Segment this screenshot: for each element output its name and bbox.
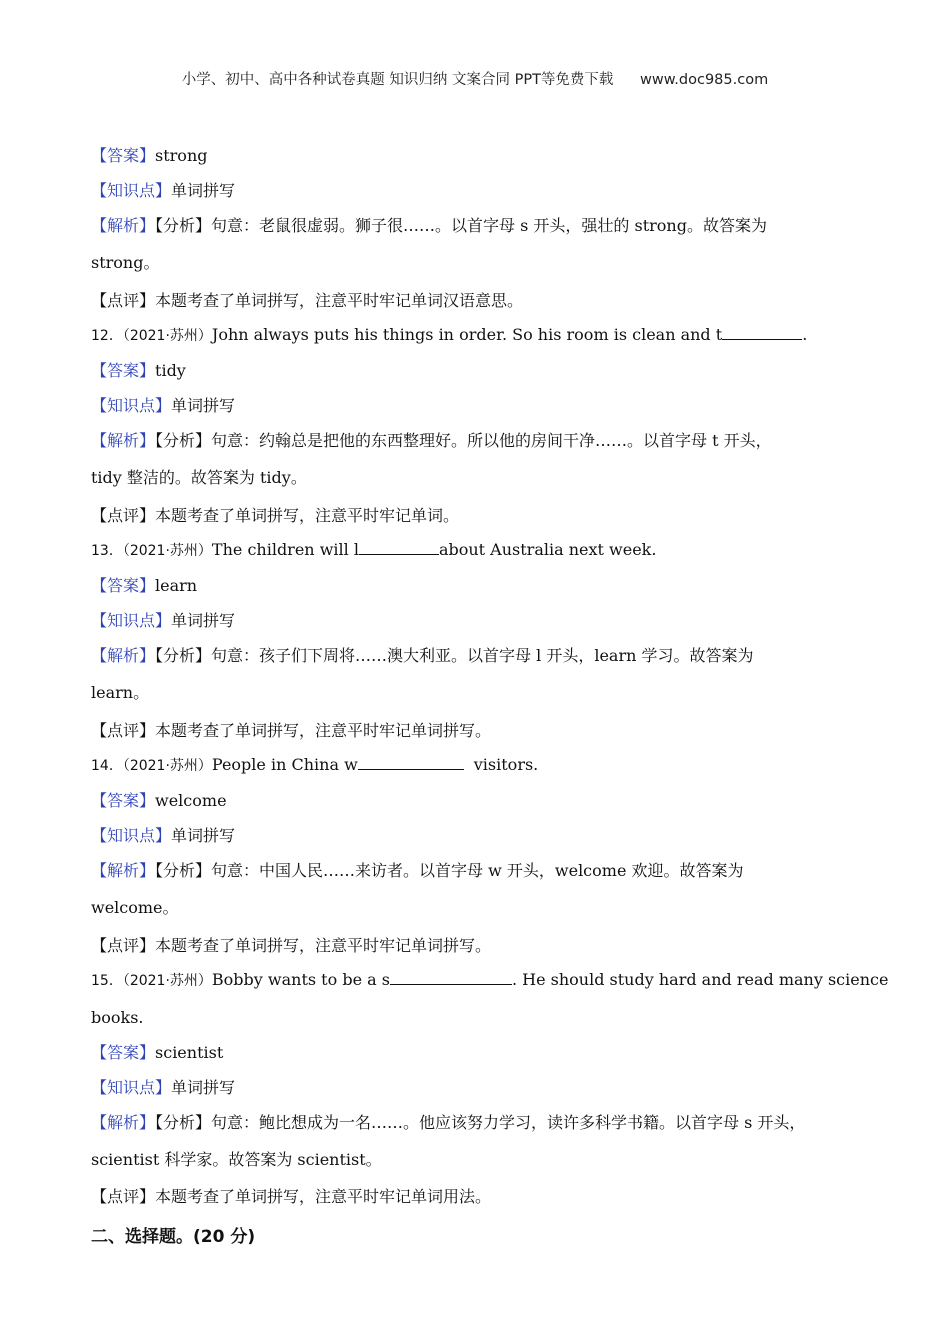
- labels-answer: 【答案】: [91, 146, 156, 165]
- q14-blank: [358, 755, 464, 770]
- q14-answer: [91, 791, 227, 811]
- q15-knowledge: 单词拼写: [171, 1078, 236, 1097]
- q13-analysis-1: 句意：孩子们下周将……澳大利亚。以首字母 l 开头，learn 学习。故答案为: [211, 646, 754, 665]
- labels-comment: 【点评】: [91, 721, 156, 740]
- q15-question: [91, 970, 888, 991]
- q12-knowledge: 单词拼写: [171, 396, 236, 415]
- q15-answer: scientist: [155, 1043, 224, 1062]
- q14-before: People in China w: [211, 755, 358, 774]
- labels-comment: 【点评】: [91, 506, 156, 525]
- q13-comment: 本题考查了单词拼写，注意平时牢记单词拼写。: [155, 721, 492, 740]
- q11-analysis-cont: strong。: [91, 253, 160, 272]
- q15-comment: 本题考查了单词拼写，注意平时牢记单词用法。: [155, 1187, 492, 1206]
- header-title: 小学、初中、高中各种试卷真题 知识归纳 文案合同 PPT等免费下载: [181, 72, 614, 88]
- q14-after: visitors.: [473, 755, 539, 774]
- q11-knowledge: 单词拼写: [171, 181, 236, 200]
- q13-before: The children will l: [211, 540, 359, 559]
- q13-question: [91, 540, 656, 561]
- labels-knowledge: 【知识点】: [91, 1078, 172, 1097]
- labels-fenxi: 【分析】: [155, 431, 212, 450]
- q14-comment: 本题考查了单词拼写，注意平时牢记单词拼写。: [155, 936, 492, 955]
- header-url[interactable]: www.doc985.com: [640, 72, 769, 88]
- q14-answer: welcome: [155, 791, 227, 810]
- q11-knowledge: [91, 181, 235, 201]
- labels-analysis: 【解析】: [91, 431, 156, 450]
- q11-analysis: [91, 216, 767, 236]
- q15-after: . He should study hard and read many science: [511, 970, 889, 989]
- labels-knowledge: 【知识点】: [91, 181, 172, 200]
- labels-analysis: 【解析】: [91, 1113, 156, 1132]
- labels-fenxi: 【分析】: [155, 216, 212, 235]
- q13-knowledge: [91, 611, 235, 631]
- q15-comment: [91, 1187, 491, 1207]
- q14-number: 14．（2021·苏州）: [91, 758, 212, 774]
- q15-question-cont: books.: [91, 1008, 144, 1027]
- q11-comment: 本题考查了单词拼写，注意平时牢记单词汉语意思。: [155, 291, 524, 310]
- q15-analysis-cont: scientist 科学家。故答案为 scientist。: [91, 1150, 382, 1169]
- labels-answer: 【答案】: [91, 791, 156, 810]
- q12-question: [91, 325, 807, 346]
- labels-comment: 【点评】: [91, 1187, 156, 1206]
- q13-after: about Australia next week.: [438, 540, 657, 559]
- q13-analysis: [91, 646, 754, 666]
- q11-analysis-1: 句意：老鼠很虚弱。狮子很……。以首字母 s 开头，强壮的 strong。故答案为: [211, 216, 767, 235]
- labels-answer: 【答案】: [91, 1043, 156, 1062]
- labels-answer: 【答案】: [91, 361, 156, 380]
- q12-number: 12．（2021·苏州）: [91, 328, 212, 344]
- q11-comment: [91, 291, 523, 311]
- q11-answer: [91, 146, 207, 166]
- q14-knowledge: 单词拼写: [171, 826, 236, 845]
- q12-blank: [722, 325, 802, 340]
- q14-knowledge: [91, 826, 235, 846]
- q15-knowledge: [91, 1078, 235, 1098]
- q14-comment: [91, 936, 491, 956]
- labels-knowledge: 【知识点】: [91, 396, 172, 415]
- q14-question: [91, 755, 538, 776]
- q14-analysis-cont: welcome。: [91, 898, 179, 917]
- labels-answer: 【答案】: [91, 576, 156, 595]
- q12-knowledge: [91, 396, 235, 416]
- q14-analysis: [91, 861, 744, 881]
- q13-number: 13．（2021·苏州）: [91, 543, 212, 559]
- q12-comment: 本题考查了单词拼写，注意平时牢记单词。: [155, 506, 460, 525]
- labels-analysis: 【解析】: [91, 216, 156, 235]
- q13-analysis-cont: learn。: [91, 683, 150, 702]
- labels-analysis: 【解析】: [91, 646, 156, 665]
- q12-analysis-1: 句意：约翰总是把他的东西整理好。所以他的房间干净……。以首字母 t 开头，: [211, 431, 772, 450]
- page-header: [0, 68, 950, 89]
- q12-comment: [91, 506, 459, 526]
- q15-answer: [91, 1043, 223, 1063]
- q11-answer: strong: [155, 146, 208, 165]
- q13-comment: [91, 721, 491, 741]
- labels-fenxi: 【分析】: [155, 1113, 212, 1132]
- q12-answer: [91, 361, 186, 381]
- labels-knowledge: 【知识点】: [91, 611, 172, 630]
- q15-before: Bobby wants to be a s: [211, 970, 390, 989]
- labels-comment: 【点评】: [91, 291, 156, 310]
- labels-comment: 【点评】: [91, 936, 156, 955]
- labels-knowledge: 【知识点】: [91, 826, 172, 845]
- q15-analysis-1: 句意：鲍比想成为一名……。他应该努力学习，读许多科学书籍。以首字母 s 开头，: [211, 1113, 806, 1132]
- q12-answer: tidy: [155, 361, 186, 380]
- q12-before: John always puts his things in order. So his room is clean and t: [211, 325, 723, 344]
- labels-fenxi: 【分析】: [155, 861, 212, 880]
- labels-analysis: 【解析】: [91, 861, 156, 880]
- section-heading-choice: 二、选择题。(20 分): [91, 1227, 256, 1247]
- q13-answer: learn: [155, 576, 198, 595]
- q15-analysis: [91, 1113, 805, 1133]
- labels-fenxi: 【分析】: [155, 646, 212, 665]
- q15-blank: [390, 970, 512, 985]
- q12-analysis: [91, 431, 772, 451]
- q13-answer: [91, 576, 197, 596]
- q13-blank: [359, 540, 439, 555]
- q12-after: .: [802, 325, 808, 344]
- q15-number: 15．（2021·苏州）: [91, 973, 212, 989]
- q14-analysis-1: 句意：中国人民……来访者。以首字母 w 开头，welcome 欢迎。故答案为: [211, 861, 744, 880]
- q12-analysis-cont: tidy 整洁的。故答案为 tidy。: [91, 468, 307, 487]
- q13-knowledge: 单词拼写: [171, 611, 236, 630]
